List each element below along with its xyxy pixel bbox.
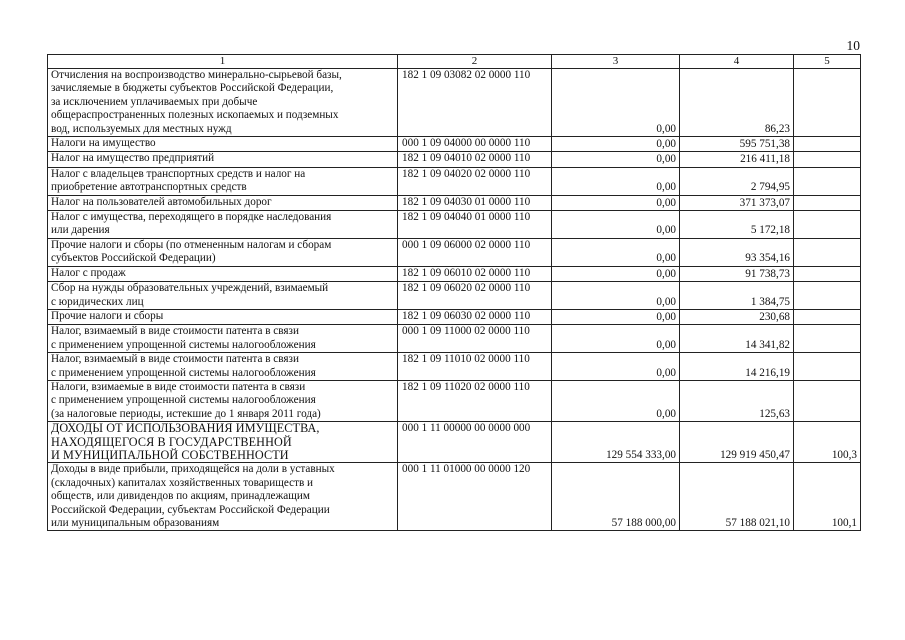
row-name-line: Сбор на нужды образовательных учреждений, взимаемый — [51, 282, 329, 295]
table-row — [48, 195, 861, 210]
row-name-line: Налоги на имущество — [51, 137, 156, 150]
row-code-cell: 182 1 09 04040 01 0000 110 — [398, 211, 552, 239]
row-code-cell: 182 1 09 04010 02 0000 110 — [398, 152, 552, 167]
table-row — [48, 380, 861, 421]
row-plan-cell: 0,00 — [552, 211, 680, 239]
row-code-cell: 182 1 09 04020 02 0000 110 — [398, 167, 552, 195]
row-fact-cell: 86,23 — [680, 69, 794, 137]
row-name-line: за исключением уплачиваемых при добыче — [51, 95, 258, 108]
table-row — [48, 353, 861, 381]
row-name-line: с юридических лиц — [51, 295, 144, 308]
row-name-line: Прочие налоги и сборы (по отмененным налогам и сборам — [51, 238, 332, 251]
row-code-cell: 182 1 09 06010 02 0000 110 — [398, 266, 552, 281]
row-name-cell — [48, 266, 398, 281]
row-name-cell — [48, 167, 398, 195]
row-name-line: Налог на пользователей автомобильных дорог — [51, 195, 272, 208]
row-name-cell — [48, 282, 398, 310]
table-row — [48, 282, 861, 310]
row-percent-cell — [794, 309, 861, 324]
row-name-line: Доходы в виде прибыли, приходящейся на доли в уставных — [51, 463, 335, 476]
row-name-cell — [48, 238, 398, 266]
row-fact-cell: 129 919 450,47 — [680, 422, 794, 463]
row-plan-cell: 57 188 000,00 — [552, 463, 680, 531]
row-name-line: И МУНИЦИПАЛЬНОЙ СОБСТВЕННОСТИ — [51, 447, 289, 462]
table-row — [48, 137, 861, 152]
row-code-cell: 000 1 09 11000 02 0000 110 — [398, 325, 552, 353]
row-name-cell — [48, 325, 398, 353]
row-name-cell — [48, 211, 398, 239]
row-name-line: Налог с имущества, переходящего в порядке наследования — [51, 211, 332, 224]
row-name-line: НАХОДЯЩЕГОСЯ В ГОСУДАРСТВЕННОЙ — [51, 434, 292, 449]
table-row — [48, 463, 861, 531]
row-percent-cell — [794, 152, 861, 167]
row-fact-cell: 14 341,82 — [680, 325, 794, 353]
row-percent-cell — [794, 211, 861, 239]
revenue-table — [47, 54, 861, 531]
row-name-cell — [48, 152, 398, 167]
row-name-line: или дарения — [51, 224, 110, 237]
row-name-line: вод, используемых для местных нужд — [51, 122, 232, 135]
table-body — [48, 55, 861, 531]
table-row — [48, 238, 861, 266]
row-name-line: ДОХОДЫ ОТ ИСПОЛЬЗОВАНИЯ ИМУЩЕСТВА, — [51, 421, 320, 436]
row-fact-cell: 125,63 — [680, 380, 794, 421]
row-code-cell: 182 1 09 11020 02 0000 110 — [398, 380, 552, 421]
table-row — [48, 325, 861, 353]
row-name-cell — [48, 380, 398, 421]
row-plan-cell: 0,00 — [552, 380, 680, 421]
row-percent-cell — [794, 380, 861, 421]
row-percent-cell — [794, 282, 861, 310]
table-row — [48, 422, 861, 463]
row-name-cell — [48, 353, 398, 381]
row-plan-cell: 0,00 — [552, 282, 680, 310]
row-code-cell: 000 1 09 06000 02 0000 110 — [398, 238, 552, 266]
row-fact-cell: 5 172,18 — [680, 211, 794, 239]
row-plan-cell: 0,00 — [552, 238, 680, 266]
row-name-line: или муниципальным образованиям — [51, 517, 220, 529]
row-fact-cell: 1 384,75 — [680, 282, 794, 310]
row-fact-cell: 2 794,95 — [680, 167, 794, 195]
row-code-cell: 000 1 09 04000 00 0000 110 — [398, 137, 552, 152]
table-row — [48, 309, 861, 324]
row-plan-cell: 0,00 — [552, 152, 680, 167]
page-number: 10 — [846, 38, 860, 53]
row-code-cell: 182 1 09 06030 02 0000 110 — [398, 309, 552, 324]
row-name-line: Налог с продаж — [51, 266, 126, 279]
row-code-cell: 000 1 11 01000 00 0000 120 — [398, 463, 552, 531]
row-percent-cell — [794, 325, 861, 353]
row-plan-cell: 0,00 — [552, 325, 680, 353]
column-header-1: 1 — [48, 55, 398, 69]
row-name-line: Налог, взимаемый в виде стоимости патента в связи — [51, 325, 299, 338]
row-plan-cell: 0,00 — [552, 309, 680, 324]
column-header-5: 5 — [794, 55, 861, 69]
row-plan-cell: 0,00 — [552, 266, 680, 281]
row-plan-cell: 0,00 — [552, 167, 680, 195]
row-fact-cell: 371 373,07 — [680, 195, 794, 210]
table-row — [48, 266, 861, 281]
row-code-cell: 182 1 09 11010 02 0000 110 — [398, 353, 552, 381]
row-fact-cell: 93 354,16 — [680, 238, 794, 266]
row-code-cell: 182 1 09 04030 01 0000 110 — [398, 195, 552, 210]
row-name-cell — [48, 195, 398, 210]
row-name-line: приобретение автотранспортных средств — [51, 181, 247, 194]
row-fact-cell: 14 216,19 — [680, 353, 794, 381]
row-name-cell — [48, 463, 398, 531]
row-name-line: Прочие налоги и сборы — [51, 309, 164, 322]
column-header-2: 2 — [398, 55, 552, 69]
row-name-cell — [48, 137, 398, 152]
row-code-cell: 182 1 09 06020 02 0000 110 — [398, 282, 552, 310]
row-plan-cell: 129 554 333,00 — [552, 422, 680, 463]
row-fact-cell: 91 738,73 — [680, 266, 794, 281]
row-name-line: с применением упрощенной системы налогообложения — [51, 366, 316, 379]
row-percent-cell — [794, 195, 861, 210]
row-name-line: Отчисления на воспроизводство минерально-сырьевой базы, — [51, 69, 342, 81]
row-code-cell: 000 1 11 00000 00 0000 000 — [398, 422, 552, 463]
row-name-line: (за налоговые периоды, истекшие до 1 января 2011 года) — [51, 407, 321, 420]
row-name-line: Налог с владельцев транспортных средств и налог на — [51, 167, 306, 180]
row-percent-cell: 100,1 — [794, 463, 861, 531]
row-name-line: обществ, или дивидендов по акциям, принадлежащим — [51, 490, 310, 503]
row-percent-cell: 100,3 — [794, 422, 861, 463]
row-name-cell — [48, 422, 398, 463]
table-row — [48, 211, 861, 239]
row-name-line: Налоги, взимаемые в виде стоимости патента в связи — [51, 380, 306, 393]
row-fact-cell: 595 751,38 — [680, 137, 794, 152]
row-name-line: зачисляемые в бюджеты субъектов Российской Федерации, — [51, 82, 334, 95]
row-percent-cell — [794, 167, 861, 195]
row-plan-cell: 0,00 — [552, 69, 680, 137]
row-name-line: (складочных) капиталах хозяйственных товариществ и — [51, 476, 314, 489]
row-name-cell — [48, 309, 398, 324]
row-plan-cell: 0,00 — [552, 137, 680, 152]
table-header-row — [48, 55, 861, 69]
column-header-4: 4 — [680, 55, 794, 69]
row-name-line: субъектов Российской Федерации) — [51, 252, 216, 265]
table-row — [48, 152, 861, 167]
row-name-line: Налог, взимаемый в виде стоимости патента в связи — [51, 353, 299, 366]
column-header-3: 3 — [552, 55, 680, 69]
row-percent-cell — [794, 353, 861, 381]
row-code-cell: 182 1 09 03082 02 0000 110 — [398, 69, 552, 137]
row-name-line: Российской Федерации, субъектам Российской Федерации — [51, 503, 330, 516]
row-name-line: с применением упрощенной системы налогообложения — [51, 394, 316, 407]
row-name-cell — [48, 69, 398, 137]
row-fact-cell: 216 411,18 — [680, 152, 794, 167]
row-name-line: общераспространенных полезных ископаемых и подземных — [51, 109, 339, 122]
row-percent-cell — [794, 69, 861, 137]
row-percent-cell — [794, 137, 861, 152]
row-name-line: Налог на имущество предприятий — [51, 152, 215, 165]
row-percent-cell — [794, 266, 861, 281]
row-plan-cell: 0,00 — [552, 195, 680, 210]
row-percent-cell — [794, 238, 861, 266]
table-row — [48, 69, 861, 137]
row-fact-cell: 57 188 021,10 — [680, 463, 794, 531]
row-plan-cell: 0,00 — [552, 353, 680, 381]
row-fact-cell: 230,68 — [680, 309, 794, 324]
row-name-line: с применением упрощенной системы налогообложения — [51, 338, 316, 351]
table-row — [48, 167, 861, 195]
